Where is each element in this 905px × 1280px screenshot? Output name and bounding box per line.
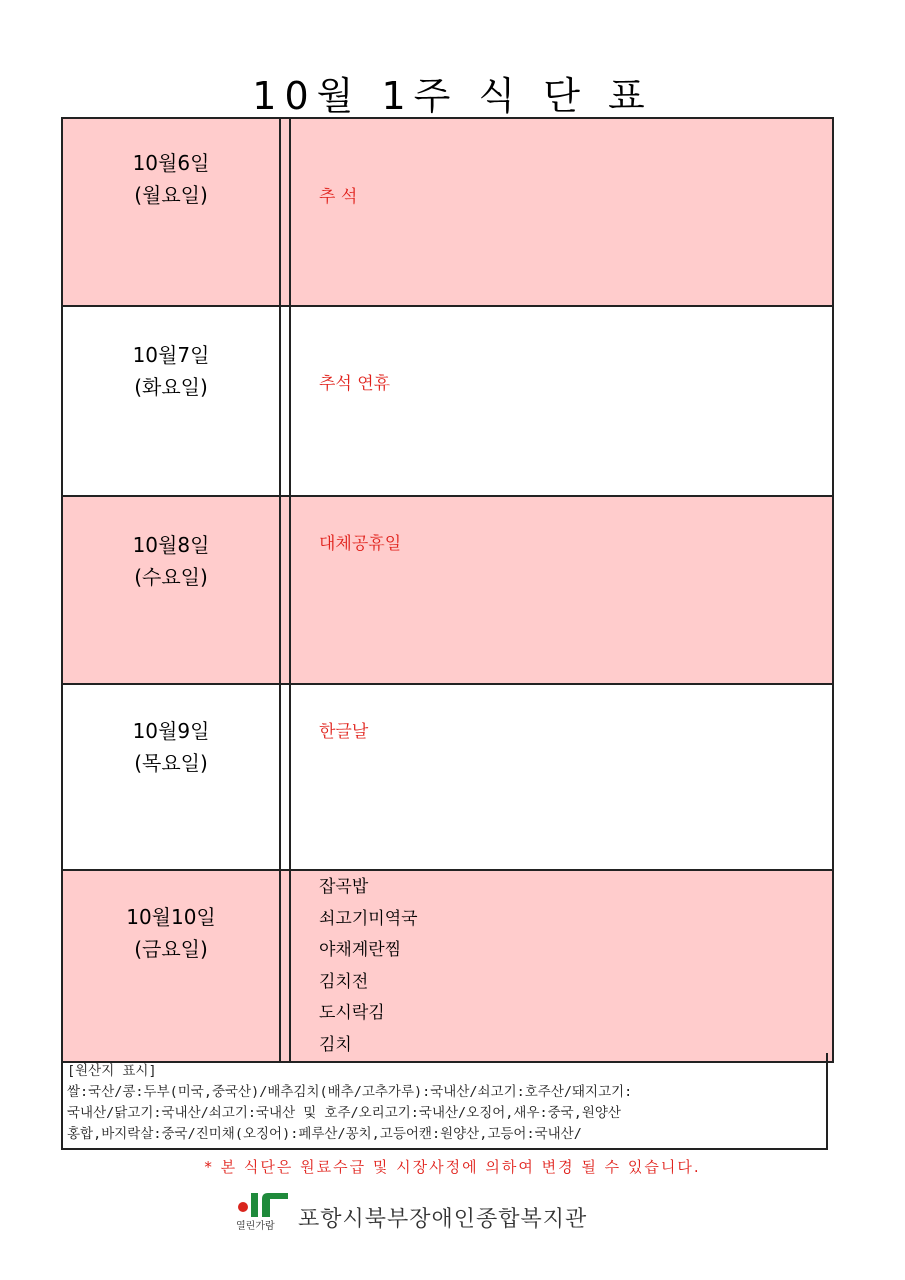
menu-item: 김치전 [319, 971, 369, 992]
date-label: 10월8일 [132, 533, 210, 557]
day-row-mon [62, 118, 833, 306]
menu-table [61, 117, 834, 1063]
day-row-tue [62, 306, 833, 496]
menu-item: 김치 [319, 1034, 352, 1055]
date-label: 10월9일 [132, 719, 210, 743]
logo-mark-icon [236, 1189, 290, 1219]
menu-cell [290, 496, 833, 684]
origin-line: 국내산/닭고기:국내산/쇠고기:국내산 및 호주/오리고기:국내산/오징어,새우:중국,원양산 [67, 1105, 621, 1121]
logo-text: 열린가람 [236, 1221, 275, 1232]
weekday-label: (월요일) [134, 183, 208, 207]
menu-item: 한글날 [319, 722, 369, 742]
footer [236, 1188, 587, 1238]
menu-item: 대체공휴일 [319, 534, 402, 554]
menu-item: 야채계란찜 [319, 940, 402, 960]
change-notice: * 본 식단은 원료수급 및 시장사정에 의하여 변경 될 수 있습니다. [204, 1158, 701, 1176]
organization-name: 포항시북부장애인종합복지관 [298, 1206, 588, 1232]
date-label: 10월6일 [132, 151, 210, 175]
divider-cell [280, 870, 290, 1062]
organization-logo [236, 1189, 290, 1237]
date-label: 10월10일 [126, 905, 216, 929]
divider-cell [280, 684, 290, 870]
weekday-label: (화요일) [134, 375, 208, 399]
menu-cell [290, 870, 833, 1062]
date-cell [62, 870, 280, 1062]
divider-cell [280, 118, 290, 306]
weekday-label: (수요일) [134, 565, 208, 589]
menu-item: 추 석 [319, 187, 358, 207]
menu-cell [290, 118, 833, 306]
divider-cell [280, 306, 290, 496]
day-row-wed [62, 496, 833, 684]
origin-line: 쌀:국산/콩:두부(미국,중국산)/배추김치(배추/고추가루):국내산/쇠고기:호주산/돼지고기: [67, 1084, 633, 1100]
menu-item: 도시락김 [319, 1003, 385, 1023]
date-cell [62, 306, 280, 496]
date-cell [62, 496, 280, 684]
date-label: 10월7일 [132, 343, 210, 367]
day-row-fri [62, 870, 833, 1062]
menu-cell [290, 684, 833, 870]
origin-line: 홍합,바지락살:중국/진미채(오징어):페루산/꽁치,고등어캔:원양산,고등어:국내산/ [67, 1126, 582, 1142]
menu-cell [290, 306, 833, 496]
date-cell [62, 118, 280, 306]
day-row-thu [62, 684, 833, 870]
origin-info [61, 1053, 828, 1150]
menu-item: 추석 연휴 [319, 374, 391, 394]
origin-heading: [원산지 표시] [67, 1063, 157, 1079]
menu-item: 쇠고기미역국 [319, 908, 418, 929]
page-title: 10월 1주 식 단 표 [252, 74, 653, 118]
weekday-label: (목요일) [134, 751, 208, 775]
menu-item: 잡곡밥 [319, 877, 369, 897]
weekday-label: (금요일) [134, 937, 208, 961]
divider-cell [280, 496, 290, 684]
date-cell [62, 684, 280, 870]
